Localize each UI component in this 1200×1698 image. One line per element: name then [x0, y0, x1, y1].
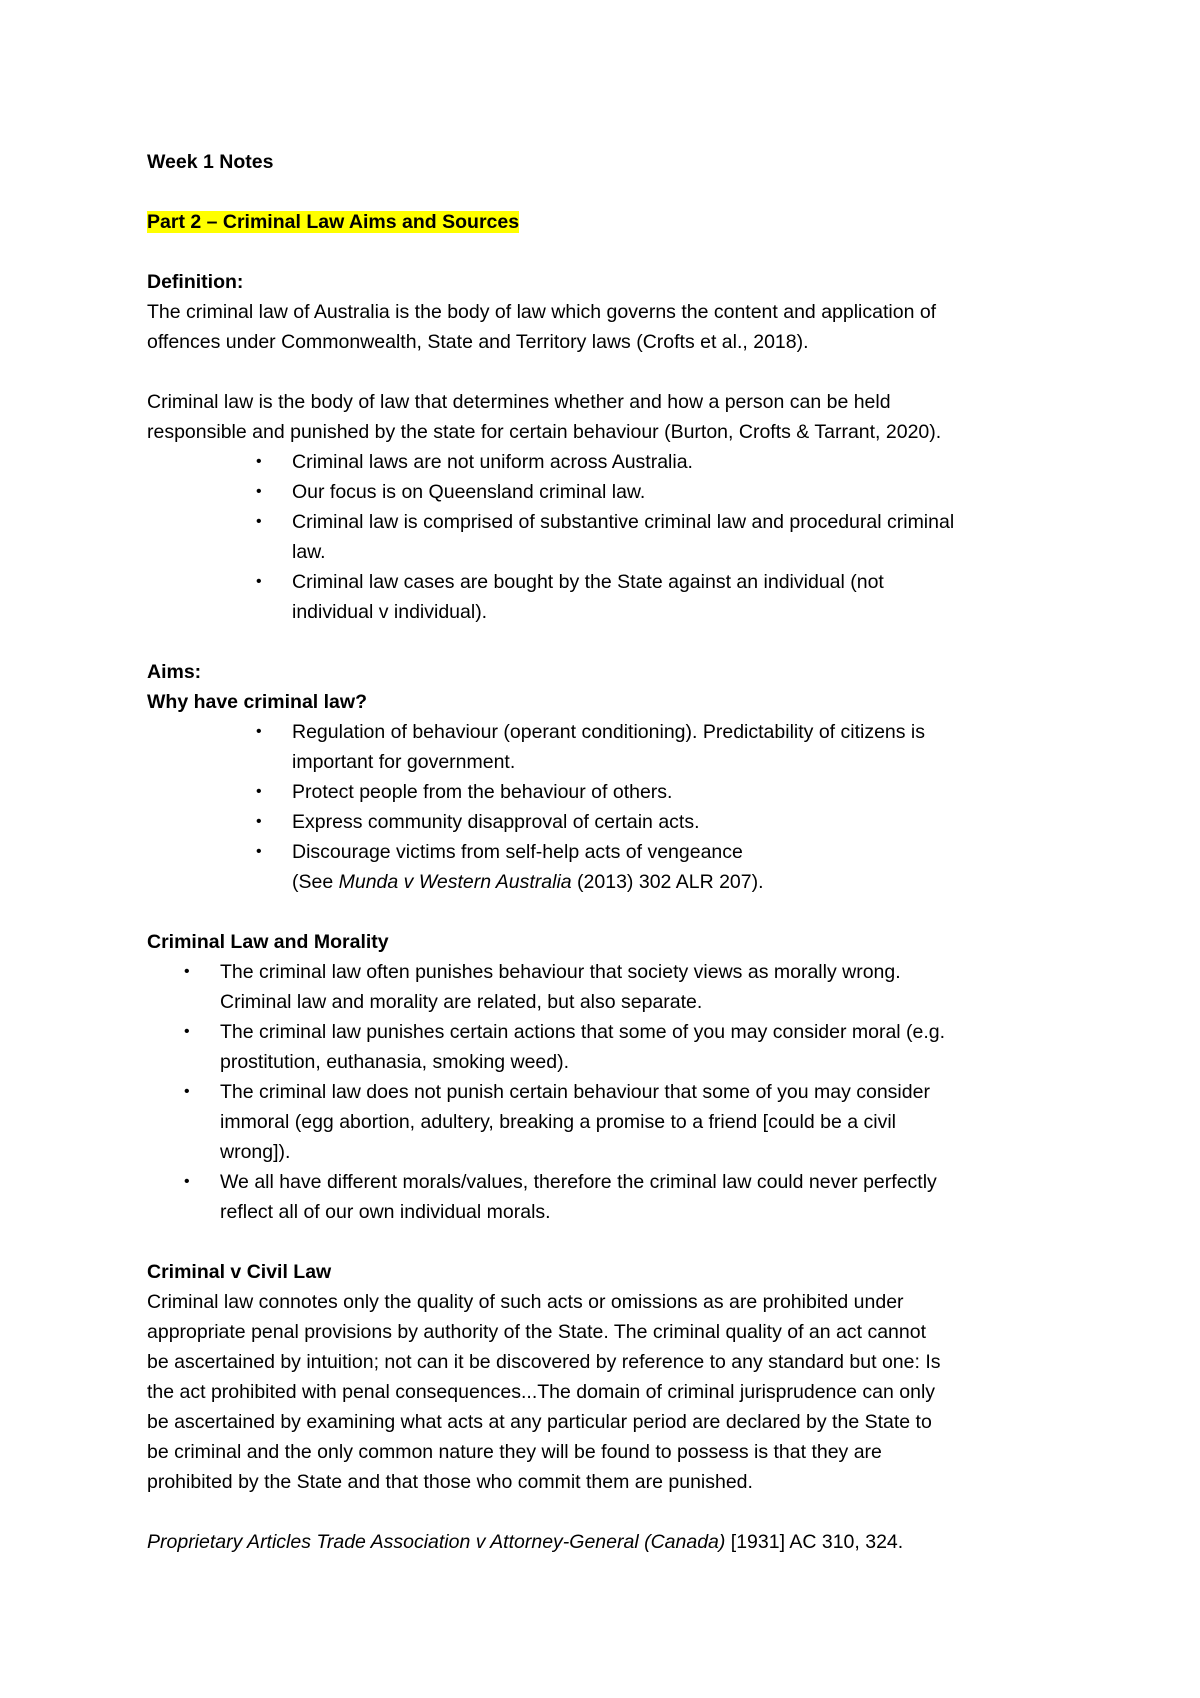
paragraph-line: Criminal law connotes only the quality of such acts or omissions as are prohibited under: [147, 1291, 904, 1313]
bullet-line: Express community disapproval of certain acts.: [292, 811, 700, 833]
bullet-icon: •: [184, 1173, 190, 1190]
paragraph-line: appropriate penal provisions by authority of the State. The criminal quality of an act cannot: [147, 1321, 927, 1343]
aims-heading: Aims:: [147, 661, 202, 683]
bullet-line: The criminal law often punishes behaviour that society views as morally wrong.: [220, 961, 901, 983]
list-item: [147, 507, 1080, 567]
list-item: [147, 447, 1080, 477]
bullet-icon: •: [184, 963, 190, 980]
paragraph-line: be criminal and the only common nature they will be found to possess is that they are: [147, 1441, 882, 1463]
bullet-line: Our focus is on Queensland criminal law.: [292, 481, 646, 503]
citation: [147, 1527, 1080, 1557]
paragraph-line: Criminal law is the body of law that determines whether and how a person can be held: [147, 391, 891, 413]
paragraph-line: The criminal law of Australia is the body of law which governs the content and application of: [147, 301, 937, 323]
bullet-line: Criminal law is comprised of substantive criminal law and procedural criminal: [292, 511, 955, 533]
paragraph-line: the act prohibited with penal consequences...The domain of criminal jurisprudence can only: [147, 1381, 936, 1403]
list-item: [147, 567, 1080, 627]
civil-heading: Criminal v Civil Law: [147, 1261, 332, 1283]
list-item: [147, 1167, 1080, 1227]
bullet-line: Discourage victims from self-help acts of vengeance: [292, 841, 743, 863]
bullet-line: We all have different morals/values, therefore the criminal law could never perfectly: [220, 1171, 937, 1193]
bullet-line: law.: [292, 541, 326, 563]
definition-bullet-list: [147, 447, 1080, 627]
paragraph-line: prohibited by the State and that those who commit them are punished.: [147, 1471, 753, 1493]
bullet-line: Criminal law and morality are related, but also separate.: [220, 991, 703, 1013]
list-item: [147, 477, 1080, 507]
definition-paragraph: [147, 297, 1080, 357]
bullet-icon: •: [256, 513, 262, 530]
bullet-icon: •: [184, 1083, 190, 1100]
morality-bullet-list: [147, 957, 1080, 1227]
case-name: Munda v Western Australia: [338, 871, 572, 893]
bullet-line: Criminal laws are not uniform across Australia.: [292, 451, 693, 473]
case-reference-line: [292, 867, 1080, 897]
paragraph-line: be ascertained by intuition; not can it be discovered by reference to any standard but one: Is: [147, 1351, 941, 1373]
bullet-line: Regulation of behaviour (operant conditioning). Predictability of citizens is: [292, 721, 926, 743]
bullet-line: reflect all of our own individual morals.: [220, 1201, 551, 1223]
bullet-line: immoral (egg abortion, adultery, breaking a promise to a friend [could be a civil: [220, 1111, 896, 1133]
bullet-icon: •: [256, 483, 262, 500]
aims-subheading: Why have criminal law?: [147, 691, 367, 713]
aims-bullet-list: [147, 717, 1080, 897]
list-item: [147, 807, 1080, 837]
bullet-line: Protect people from the behaviour of others.: [292, 781, 673, 803]
civil-paragraph: [147, 1287, 1080, 1497]
citation-suffix: [1931] AC 310, 324.: [725, 1531, 904, 1553]
bullet-icon: •: [256, 783, 262, 800]
definition-heading: Definition:: [147, 271, 244, 293]
bullet-line: The criminal law punishes certain actions that some of you may consider moral (e.g.: [220, 1021, 946, 1043]
list-item: [147, 837, 1080, 897]
bullet-line: wrong]).: [220, 1141, 291, 1163]
doc-title: Week 1 Notes: [147, 151, 274, 173]
bullet-line: Criminal law cases are bought by the State against an individual (not: [292, 571, 884, 593]
bullet-line: important for government.: [292, 751, 516, 773]
bullet-icon: •: [256, 573, 262, 590]
list-item: [147, 1017, 1080, 1077]
list-item: [147, 957, 1080, 1017]
highlighted-heading: Part 2 – Criminal Law Aims and Sources: [147, 211, 520, 233]
list-item: [147, 777, 1080, 807]
case-prefix: (See: [292, 871, 339, 893]
paragraph-line: offences under Commonwealth, State and Territory laws (Crofts et al., 2018).: [147, 331, 809, 353]
bullet-line: individual v individual).: [292, 601, 488, 623]
bullet-icon: •: [256, 723, 262, 740]
bullet-icon: •: [184, 1023, 190, 1040]
list-item: [147, 717, 1080, 777]
paragraph-line: responsible and punished by the state for certain behaviour (Burton, Crofts & Tarrant, 2020).: [147, 421, 942, 443]
definition-paragraph-2: [147, 387, 1080, 447]
paragraph-line: be ascertained by examining what acts at any particular period are declared by the State to: [147, 1411, 932, 1433]
bullet-icon: •: [256, 843, 262, 860]
case-suffix: (2013) 302 ALR 207).: [571, 871, 764, 893]
bullet-line: prostitution, euthanasia, smoking weed).: [220, 1051, 570, 1073]
part-heading: [147, 207, 1080, 237]
bullet-icon: •: [256, 813, 262, 830]
morality-heading: Criminal Law and Morality: [147, 931, 389, 953]
citation-case-name: Proprietary Articles Trade Association v Attorney-General (Canada): [147, 1531, 726, 1553]
bullet-icon: •: [256, 453, 262, 470]
bullet-line: The criminal law does not punish certain behaviour that some of you may consider: [220, 1081, 930, 1103]
list-item: [147, 1077, 1080, 1167]
